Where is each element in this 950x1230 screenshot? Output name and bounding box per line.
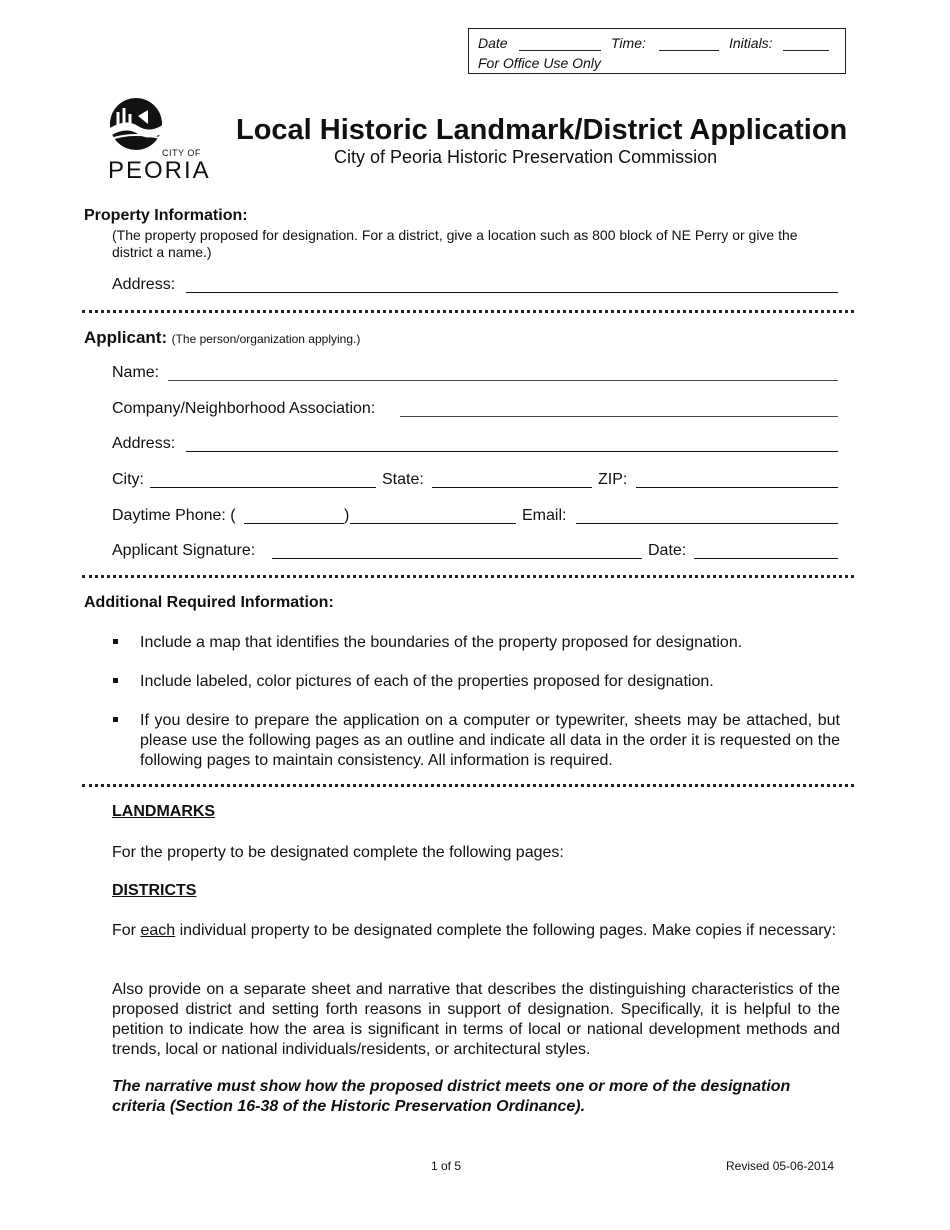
phone-area-code-field[interactable] [244,523,344,524]
city-logo [104,98,211,184]
company-field[interactable] [400,416,838,417]
phone-label: Daytime Phone: ( [112,507,236,524]
bullet-icon [113,639,118,644]
landmarks-text: For the property to be designated complete the following pages: [112,844,564,861]
revision-date: Revised 05-06-2014 [726,1159,835,1173]
districts-paragraph: Also provide on a separate sheet and narrative that describes the distinguishing characteristics of the proposed district and setting forth reasons in support of designation. Specifically, it is helpful to the petition to indicate how the area is significant in terms of local or national development methods and trends, local or national individuals/residents, or architectural styles. [112,981,840,1058]
property-note: (The property proposed for designation. For a district, give a location such as 800 block of NE Perry or give the district a name.) [112,227,798,260]
signature-date-field[interactable] [694,558,838,559]
section-divider [82,575,854,578]
signature-label: Applicant Signature: [112,542,256,559]
property-address-field[interactable] [186,292,838,293]
applicant-address-field[interactable] [186,451,838,452]
landmarks-heading: LANDMARKS [112,803,216,820]
signature-date-label: Date: [648,542,687,559]
districts-heading: DISTRICTS [112,882,197,899]
office-date-field[interactable] [519,50,601,51]
page-number: 1 of 5 [431,1159,462,1173]
logo-city-of: CITY OF [162,148,201,158]
phone-number-field[interactable] [350,523,516,524]
applicant-heading: Applicant: [84,328,168,347]
zip-label: ZIP: [598,471,628,488]
districts-text-each: each [140,922,176,939]
office-initials-field[interactable] [783,50,829,51]
email-field[interactable] [576,523,838,524]
office-initials-label: Initials: [729,35,773,51]
districts-emphasis: The narrative must show how the proposed district meets one or more of the designation criteria (Section 16-38 of the Historic Preservation Ordinance). [112,1078,791,1115]
logo-name: PEORIA [108,157,211,184]
districts-text-pre: For [112,922,141,939]
applicant-note: (The person/organization applying.) [171,332,361,346]
requirement-item: Include a map that identifies the boundaries of the property proposed for designation. [140,634,743,651]
applicant-heading-row [84,328,360,348]
email-label: Email: [522,507,567,524]
requirement-item: If you desire to prepare the application on a computer or typewriter, sheets may be attached, but please use the following pages as an outline and indicate all data in the order it is requested on the following pages to maintain consistency. All information is required. [140,712,840,769]
state-label: State: [382,471,424,488]
property-address-label: Address: [112,276,176,293]
page-title: Local Historic Landmark/District Application [236,114,848,146]
property-heading: Property Information: [84,207,248,224]
office-use-box [468,28,846,74]
districts-text [112,921,840,941]
bullet-icon [113,717,118,722]
office-time-label: Time: [611,35,646,51]
section-divider [82,310,854,313]
company-label: Company/Neighborhood Association: [112,400,376,417]
zip-field[interactable] [636,487,838,488]
bullet-icon [113,678,118,683]
additional-heading: Additional Required Information: [84,594,334,611]
requirement-item: Include labeled, color pictures of each of the properties proposed for designation. [140,673,714,690]
office-use-note: For Office Use Only [478,55,601,71]
page-subtitle: City of Peoria Historic Preservation Commission [334,147,718,167]
state-field[interactable] [432,487,592,488]
name-label: Name: [112,364,160,381]
office-time-field[interactable] [659,50,719,51]
office-date-label: Date [478,35,508,51]
city-label: City: [112,471,144,488]
name-field[interactable] [168,380,838,381]
applicant-address-label: Address: [112,435,176,452]
city-field[interactable] [150,487,376,488]
phone-paren-close: ) [344,507,350,524]
section-divider [82,784,854,787]
signature-field[interactable] [272,558,642,559]
districts-text-post: individual property to be designated complete the following pages. Make copies if necessary: [175,922,836,939]
